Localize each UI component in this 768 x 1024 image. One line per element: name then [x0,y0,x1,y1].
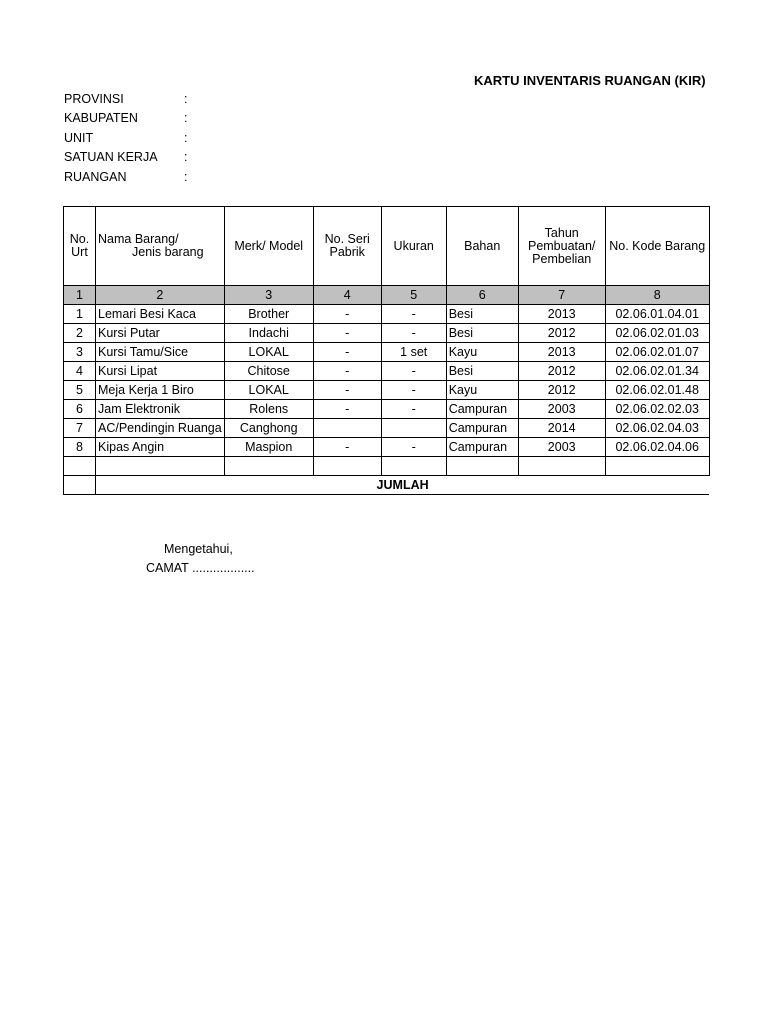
header-tahun: Tahun Pembuatan/ Pembelian [518,207,605,286]
table-row [64,343,710,362]
cell-no: 1 [64,305,96,324]
cell-merk: Rolens [224,400,313,419]
cell-no: 5 [64,381,96,400]
cell-seri: - [313,400,381,419]
cell-tahun: 2012 [518,381,605,400]
cell-bahan: Kayu [446,343,518,362]
cell-bahan: Besi [446,305,518,324]
cell-seri: - [313,324,381,343]
info-label: PROVINSI [64,92,124,106]
cell-no: 4 [64,362,96,381]
cell-tahun: 2013 [518,343,605,362]
table-row [64,438,710,457]
cell-bahan: Campuran [446,438,518,457]
cell-ukuran: - [381,324,446,343]
column-number: 4 [313,286,381,305]
info-colon: : [184,150,188,164]
cell-tahun: 2012 [518,324,605,343]
empty-cell [518,457,605,476]
cell-ukuran [381,419,446,438]
info-colon: : [184,131,188,145]
header-no: No. Urt [64,207,96,286]
empty-cell [313,457,381,476]
cell-no: 3 [64,343,96,362]
header-ukuran: Ukuran [381,207,446,286]
info-label: UNIT [64,131,94,145]
cell-tahun: 2013 [518,305,605,324]
cell-bahan: Besi [446,324,518,343]
empty-row [64,457,710,476]
info-colon: : [184,111,188,125]
header-merk: Merk/ Model [224,207,313,286]
cell-seri: - [313,381,381,400]
info-label: KABUPATEN [64,111,138,125]
document-title: KARTU INVENTARIS RUANGAN (KIR) [474,73,706,88]
cell-ukuran: - [381,438,446,457]
cell-seri [313,419,381,438]
table-row [64,305,710,324]
cell-tahun: 2003 [518,400,605,419]
cell-no: 8 [64,438,96,457]
cell-merk: LOKAL [224,381,313,400]
inventory-table [63,206,710,495]
header-nama-line2: Jenis barang [132,245,204,259]
empty-cell [381,457,446,476]
header-nama-barang [96,207,225,286]
column-number: 6 [446,286,518,305]
empty-cell [605,457,709,476]
cell-kode: 02.06.02.01.07 [605,343,709,362]
cell-merk: Chitose [224,362,313,381]
cell-no: 7 [64,419,96,438]
total-label: JUMLAH [96,476,710,495]
cell-kode: 02.06.02.01.48 [605,381,709,400]
empty-cell [446,457,518,476]
table-row [64,381,710,400]
column-number: 1 [64,286,96,305]
column-number: 8 [605,286,709,305]
cell-merk: Maspion [224,438,313,457]
cell-nama: AC/Pendingin Ruanga [96,419,225,438]
cell-nama: Kursi Tamu/Sice [96,343,225,362]
header-seri: No. Seri Pabrik [313,207,381,286]
cell-merk: Canghong [224,419,313,438]
total-row [64,476,710,495]
cell-bahan: Campuran [446,400,518,419]
cell-ukuran: 1 set [381,343,446,362]
empty-cell [224,457,313,476]
header-kode: No. Kode Barang [605,207,709,286]
info-label: SATUAN KERJA [64,150,158,164]
cell-nama: Lemari Besi Kaca [96,305,225,324]
cell-bahan: Kayu [446,381,518,400]
cell-ukuran: - [381,362,446,381]
cell-tahun: 2003 [518,438,605,457]
cell-seri: - [313,438,381,457]
cell-merk: Brother [224,305,313,324]
column-number: 5 [381,286,446,305]
cell-nama: Meja Kerja 1 Biro [96,381,225,400]
cell-seri: - [313,343,381,362]
cell-seri: - [313,362,381,381]
cell-merk: Indachi [224,324,313,343]
info-label: RUANGAN [64,170,127,184]
column-number-row [64,286,710,305]
column-number: 2 [96,286,225,305]
table-row [64,362,710,381]
cell-kode: 02.06.02.02.03 [605,400,709,419]
cell-tahun: 2012 [518,362,605,381]
cell-nama: Kursi Lipat [96,362,225,381]
cell-kode: 02.06.02.04.03 [605,419,709,438]
signature-official: CAMAT .................. [146,561,255,575]
table-row [64,324,710,343]
cell-kode: 02.06.02.04.06 [605,438,709,457]
signature-acknowledged: Mengetahui, [164,542,233,556]
cell-kode: 02.06.02.01.34 [605,362,709,381]
cell-ukuran: - [381,400,446,419]
header-nama-line1: Nama Barang/ [98,232,179,246]
header-row [64,207,710,286]
cell-bahan: Campuran [446,419,518,438]
empty-cell [64,476,96,495]
cell-ukuran: - [381,305,446,324]
cell-nama: Kursi Putar [96,324,225,343]
cell-bahan: Besi [446,362,518,381]
cell-merk: LOKAL [224,343,313,362]
column-number: 7 [518,286,605,305]
empty-cell [64,457,96,476]
cell-tahun: 2014 [518,419,605,438]
table-row [64,419,710,438]
table-row [64,400,710,419]
info-colon: : [184,92,188,106]
cell-nama: Jam Elektronik [96,400,225,419]
info-colon: : [184,170,188,184]
cell-ukuran: - [381,381,446,400]
column-number: 3 [224,286,313,305]
header-bahan: Bahan [446,207,518,286]
cell-seri: - [313,305,381,324]
cell-no: 2 [64,324,96,343]
empty-cell [96,457,225,476]
cell-nama: Kipas Angin [96,438,225,457]
cell-kode: 02.06.01.04.01 [605,305,709,324]
cell-kode: 02.06.02.01.03 [605,324,709,343]
cell-no: 6 [64,400,96,419]
